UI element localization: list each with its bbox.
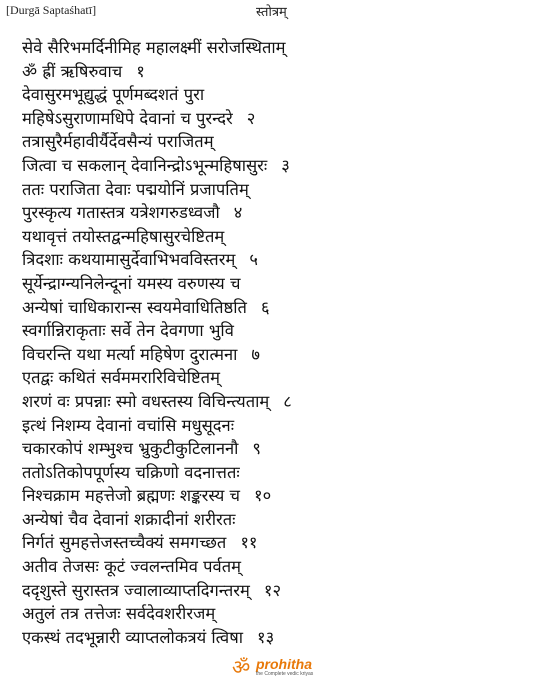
verse-text: ॐ ह्रीं ऋषिरुवाच xyxy=(22,61,123,81)
prohitha-logo xyxy=(232,656,352,680)
verse-line xyxy=(22,248,542,272)
verse-text: अतीव तेजसः कूटं ज्वलन्तमिव पर्वतम् xyxy=(22,557,241,577)
verse-line xyxy=(22,60,542,84)
verse-text: इत्थं निशम्य देवानां वचांसि मधुसूदनः xyxy=(22,415,235,435)
verse-number: १२ xyxy=(263,580,282,600)
verse-text: शरणं वः प्रपन्नाः स्मो वधस्तस्य विचिन्त्यताम् xyxy=(22,391,270,411)
verse-line xyxy=(22,130,542,154)
verse-text: विचरन्ति यथा मर्त्या महिषेण दुरात्मना xyxy=(22,344,238,364)
verse-text: महिषेऽसुराणामधिपे देवानां च पुरन्दरे xyxy=(22,108,233,128)
verse-text: ततोऽतिकोपपूर्णस्य चक्रिणो वदनात्ततः xyxy=(22,462,240,482)
verse-number: १३ xyxy=(257,627,275,647)
verse-line xyxy=(22,225,542,249)
verse-text: ददृशुस्ते सुरास्तत्र ज्वालाव्याप्तदिगन्तरम् xyxy=(22,580,250,600)
verse-number: १० xyxy=(254,486,272,506)
verse-line xyxy=(22,508,542,532)
verse-text: यथावृत्तं तयोस्तद्वन्महिषासुरचेष्टितम् xyxy=(22,226,225,246)
verse-text: ततः पराजिता देवाः पद्मयोनिं प्रजापतिम् xyxy=(22,179,249,199)
verse-text: जित्वा च सकलान् देवानिन्द्रोऽभून्महिषासुरः xyxy=(22,155,268,175)
verse-text: अन्येषां चैव देवानां शक्रादीनां शरीरतः xyxy=(22,509,236,529)
verse-text: अन्येषां चाधिकारान्स स्वयमेवाधितिष्ठति xyxy=(22,297,247,317)
verse-number: १ xyxy=(136,61,145,81)
verse-list xyxy=(22,36,542,649)
verse-number: ७ xyxy=(251,344,260,364)
verse-text: सेवे सैरिभमर्दिनीमिह महालक्ष्मीं सरोजस्थिताम् xyxy=(22,38,286,57)
verse-line xyxy=(22,178,542,202)
verse-number: ४ xyxy=(233,203,243,223)
verse-line xyxy=(22,555,542,579)
verse-line xyxy=(22,107,542,131)
verse-line xyxy=(22,83,542,107)
verse-line xyxy=(22,390,542,414)
verse-line xyxy=(22,484,542,508)
verse-line xyxy=(22,461,542,485)
verse-text: तत्रासुरैर्महावीर्यैर्देवसैन्यं पराजितम् xyxy=(22,132,214,152)
verse-line xyxy=(22,366,542,390)
verse-text: सूर्येन्द्राग्न्यनिलेन्दूनां यमस्य वरुणस्य च xyxy=(22,273,241,293)
verse-number: ९ xyxy=(252,439,262,459)
verse-line xyxy=(22,414,542,438)
verse-line xyxy=(22,437,542,461)
verse-text: निर्गतं सुमहत्तेजस्तच्चैक्यं समगच्छत xyxy=(22,533,227,553)
verse-line xyxy=(22,343,542,367)
verse-text: एतद्वः कथितं सर्वममरारिविचेष्टितम् xyxy=(22,368,220,388)
verse-line xyxy=(22,272,542,296)
verse-text: स्वर्गान्निराकृताः सर्वे तेन देवगणा भुवि xyxy=(22,321,234,341)
verse-text: निश्चक्राम महत्तेजो ब्रह्मणः शङ्करस्य च xyxy=(22,486,241,506)
verse-line xyxy=(22,626,542,650)
verse-text: अतुलं तत्र तत्तेजः सर्वदेवशरीरजम् xyxy=(22,604,216,624)
page-header xyxy=(0,0,550,22)
section-title: स्तोत्रम् xyxy=(256,5,287,20)
verse-line xyxy=(22,154,542,178)
verse-line xyxy=(22,319,542,343)
verse-number: २ xyxy=(246,108,256,128)
om-icon: ॐ xyxy=(232,655,251,679)
verse-number: ३ xyxy=(281,155,290,175)
book-title: [Durgā Saptaśhatī] xyxy=(6,3,97,17)
verse-number: ८ xyxy=(283,391,292,411)
verse-text: चकारकोपं शम्भुश्च भ्रुकुटीकुटिलाननौ xyxy=(22,439,239,459)
verse-text: एकस्थं तदभून्नारी व्याप्तलोकत्रयं त्विषा xyxy=(22,627,244,647)
verse-text: देवासुरमभूद्युद्धं पूर्णमब्दशतं पुरा xyxy=(22,85,205,105)
verse-line xyxy=(22,602,542,626)
verse-number: ६ xyxy=(260,297,270,317)
verse-number: ११ xyxy=(240,533,258,553)
verse-text: त्रिदशाः कथयामासुर्देवाभिभवविस्तरम् xyxy=(22,250,236,270)
verse-text: पुरस्कृत्य गतास्तत्र यत्रेशगरुडध्वजौ xyxy=(22,203,220,223)
verse-line xyxy=(22,201,542,225)
verse-number: ५ xyxy=(249,250,258,270)
logo-name: prohitha xyxy=(256,656,312,672)
verse-line xyxy=(22,296,542,320)
verse-line xyxy=(22,579,542,603)
logo-tagline: the Complete vedic kriyas xyxy=(256,671,314,677)
verse-line xyxy=(22,531,542,555)
verse-line xyxy=(22,36,542,60)
